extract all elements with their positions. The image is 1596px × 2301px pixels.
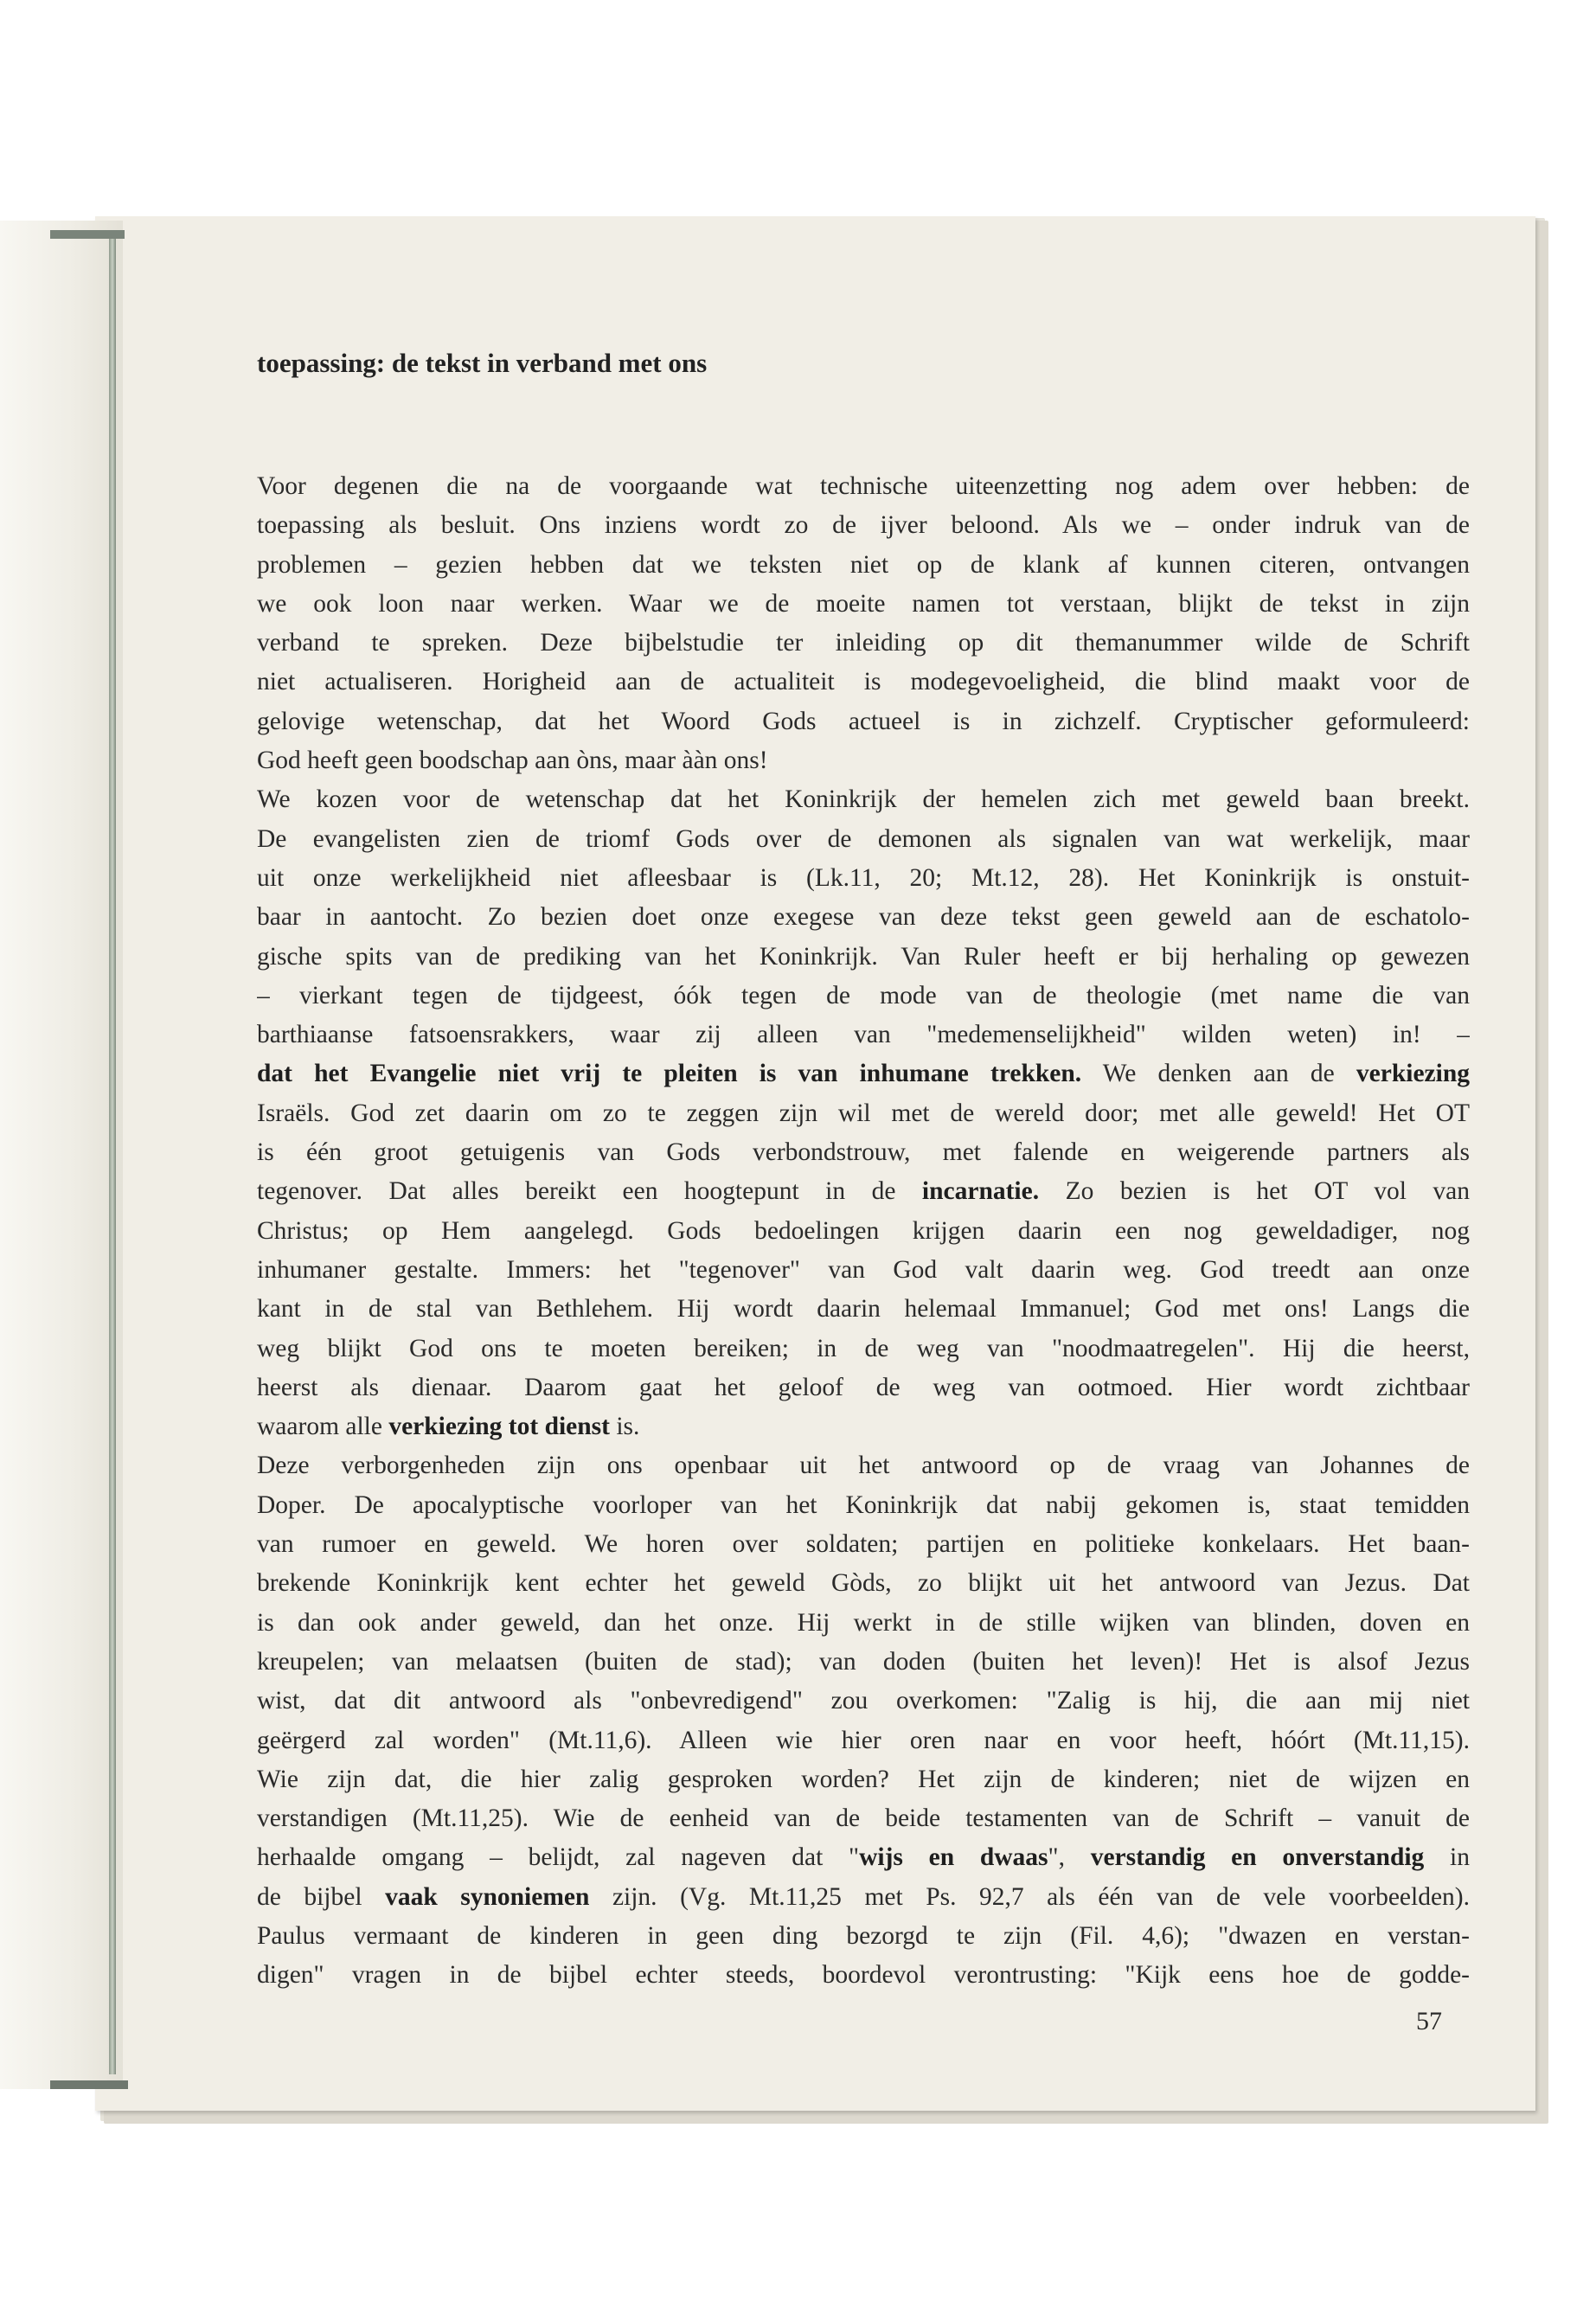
text-line bbox=[257, 1054, 1470, 1093]
text-run: Voor degenen die na de voorgaande wat technische uiteenzetting nog adem over hebben: de bbox=[257, 472, 1470, 500]
text-run: barthiaanse fatsoensrakkers, waar zij alleen van "medemenselijkheid" wilden weten) in! – bbox=[257, 1021, 1470, 1049]
text-run: brekende Koninkrijk kent echter het geweld Gòds, zo blijkt uit het antwoord van Jezus. Dat bbox=[257, 1569, 1470, 1598]
text-run: geërgerd zal worden" (Mt.11,6). Alleen wie hier oren naar en voor heeft, hóórt (Mt.11,15). bbox=[257, 1726, 1470, 1754]
text-line bbox=[257, 1486, 1470, 1525]
body-text bbox=[257, 467, 1470, 1996]
text-line bbox=[257, 663, 1470, 702]
text-run: Christus; op Hem aangelegd. Gods bedoelingen krijgen daarin een nog geweldadiger, nog bbox=[257, 1216, 1470, 1245]
text-run: Deze verborgenheden zijn ons openbaar uit het antwoord op de vraag van Johannes de bbox=[257, 1452, 1470, 1480]
text-run: baar in aantocht. Zo bezien doet onze exegese van deze tekst geen geweld aan de eschatolo- bbox=[257, 903, 1470, 932]
text-run: – vierkant tegen de tijdgeest, óók tegen de mode van de theologie (met name die van bbox=[257, 981, 1470, 1009]
text-run: heerst als dienaar. Daarom gaat het geloof de weg van ootmoed. Hier wordt zichtbaar bbox=[257, 1373, 1470, 1401]
text-run: toepassing als besluit. Ons inziens wordt zo de ijver beloond. Als we – onder indruk van de bbox=[257, 511, 1470, 540]
text-run: we ook loon naar werken. Waar we de moeite namen tot verstaan, blijkt de tekst in zijn bbox=[257, 589, 1470, 618]
text-run: niet actualiseren. Horigheid aan de actualiteit is modegevoeligheid, die blind maakt voor de bbox=[257, 668, 1470, 696]
text-line bbox=[257, 546, 1470, 585]
text-run: We kozen voor de wetenschap dat het Koninkrijk der hemelen zich met geweld baan breekt. bbox=[257, 785, 1470, 814]
text-line bbox=[257, 1525, 1470, 1564]
text-line bbox=[257, 898, 1470, 937]
bold-text-run: verkiezing tot dienst bbox=[388, 1413, 610, 1441]
text-line bbox=[257, 585, 1470, 624]
text-line bbox=[257, 1604, 1470, 1643]
bold-text-run: vaak synoniemen bbox=[385, 1882, 590, 1911]
text-line bbox=[257, 1799, 1470, 1838]
text-line bbox=[257, 1133, 1470, 1172]
text-line bbox=[257, 1446, 1470, 1485]
text-run: inhumaner gestalte. Immers: het "tegenover" van God valt daarin weg. God treedt aan onze bbox=[257, 1255, 1470, 1284]
page-number: 57 bbox=[1416, 2007, 1442, 2035]
text-run: is één groot getuigenis van Gods verbondstrouw, met falende en weigerende partners als bbox=[257, 1138, 1470, 1167]
text-run: herhaalde omgang – belijdt, zal nageven dat " bbox=[257, 1843, 860, 1872]
text-line bbox=[257, 1212, 1470, 1251]
bold-text-run: incarnatie. bbox=[921, 1177, 1040, 1206]
spine-binding bbox=[109, 232, 116, 2074]
spine-cap-bottom bbox=[50, 2080, 128, 2089]
text-run: Israëls. God zet daarin om zo te zeggen zijn wil met de wereld door; met alle geweld! Het OT bbox=[257, 1099, 1470, 1127]
text-line bbox=[257, 1251, 1470, 1290]
text-run: kreupelen; van melaatsen (buiten de stad); van doden (buiten het leven)! Het is alsof Jezus bbox=[257, 1647, 1470, 1676]
text-run: gelovige wetenschap, dat het Woord Gods actueel is in zichzelf. Cryptischer geformuleerd: bbox=[257, 707, 1470, 735]
text-line bbox=[257, 1956, 1470, 1995]
text-run: Doper. De apocalyptische voorloper van het Koninkrijk dat nabij gekomen is, staat temidden bbox=[257, 1490, 1470, 1519]
text-line bbox=[257, 1407, 1470, 1446]
text-line bbox=[257, 1564, 1470, 1603]
text-run: We denken aan de bbox=[1081, 1060, 1356, 1088]
text-line bbox=[257, 1917, 1470, 1956]
text-run: verstandigen (Mt.11,25). Wie de eenheid van de beide testamenten van de Schrift – vanuit de bbox=[257, 1804, 1470, 1833]
book-spine bbox=[0, 221, 123, 2089]
text-line bbox=[257, 780, 1470, 819]
text-run: Zo bezien is het OT vol van bbox=[1039, 1177, 1470, 1206]
text-line bbox=[257, 1878, 1470, 1917]
text-run: weg blijkt God ons te moeten bereiken; in de weg van "noodmaatregelen". Hij die heerst, bbox=[257, 1334, 1470, 1362]
text-line bbox=[257, 1368, 1470, 1407]
text-run: de bijbel bbox=[257, 1882, 386, 1911]
text-line bbox=[257, 624, 1470, 663]
text-run: problemen – gezien hebben dat we teksten niet op de klank af kunnen citeren, ontvangen bbox=[257, 550, 1470, 579]
text-line bbox=[257, 1643, 1470, 1682]
spine-cap-top bbox=[50, 230, 125, 239]
text-line bbox=[257, 702, 1470, 741]
text-line bbox=[257, 741, 1470, 780]
text-run: van rumoer en geweld. We horen over soldaten; partijen en politieke konkelaars. Het baan- bbox=[257, 1530, 1470, 1559]
text-run: De evangelisten zien de triomf Gods over de demonen als signalen van wat werkelijk, maar bbox=[257, 824, 1470, 853]
text-run: zijn. (Vg. Mt.11,25 met Ps. 92,7 als één van de vele voorbeelden). bbox=[589, 1882, 1470, 1911]
text-line bbox=[257, 1838, 1470, 1877]
bold-text-run: verkiezing bbox=[1356, 1060, 1470, 1088]
text-run: is dan ook ander geweld, dan het onze. Hij werkt in de stille wijken van blinden, doven en bbox=[257, 1608, 1470, 1637]
text-line bbox=[257, 506, 1470, 545]
text-run: waarom alle bbox=[257, 1413, 389, 1441]
text-run: ", bbox=[1048, 1843, 1091, 1872]
text-line bbox=[257, 1330, 1470, 1368]
text-line bbox=[257, 1016, 1470, 1054]
bold-text-run: verstandig en onverstandig bbox=[1090, 1843, 1425, 1872]
text-line bbox=[257, 1290, 1470, 1329]
bold-text-run: wijs en dwaas bbox=[859, 1843, 1048, 1872]
text-line bbox=[257, 1760, 1470, 1799]
text-run: wist, dat dit antwoord als "onbevredigend" zou overkomen: "Zalig is hij, die aan mij niet bbox=[257, 1687, 1470, 1715]
text-line bbox=[257, 1682, 1470, 1721]
text-run: God heeft geen boodschap aan òns, maar ààn ons! bbox=[257, 747, 768, 775]
text-line bbox=[257, 1172, 1470, 1211]
text-run: is. bbox=[609, 1413, 640, 1441]
text-line bbox=[257, 1094, 1470, 1133]
text-run: kant in de stal van Bethlehem. Hij wordt daarin helemaal Immanuel; God met ons! Langs die bbox=[257, 1295, 1470, 1324]
text-run: Wie zijn dat, die hier zalig gesproken worden? Het zijn de kinderen; niet de wijzen en bbox=[257, 1765, 1470, 1793]
text-run: in bbox=[1424, 1843, 1470, 1872]
text-line bbox=[257, 1721, 1470, 1760]
text-run: Paulus vermaant de kinderen in geen ding bezorgd te zijn (Fil. 4,6); "dwazen en verstan- bbox=[257, 1921, 1470, 1950]
text-line bbox=[257, 467, 1470, 506]
text-line bbox=[257, 820, 1470, 859]
section-heading: toepassing: de tekst in verband met ons bbox=[257, 348, 708, 378]
text-run: gische spits van de prediking van het Koninkrijk. Van Ruler heeft er bij herhaling op gewezen bbox=[257, 942, 1470, 971]
text-line bbox=[257, 977, 1470, 1016]
text-run: uit onze werkelijkheid niet afleesbaar is (Lk.11, 20; Mt.12, 28). Het Koninkrijk is onstuit- bbox=[257, 863, 1470, 892]
bold-text-run: dat het Evangelie niet vrij te pleiten is van inhumane trekken. bbox=[257, 1060, 1082, 1088]
text-line bbox=[257, 859, 1470, 898]
text-line bbox=[257, 938, 1470, 977]
text-run: tegenover. Dat alles bereikt een hoogtepunt in de bbox=[257, 1177, 922, 1206]
text-run: verband te spreken. Deze bijbelstudie ter inleiding op dit themanummer wilde de Schrift bbox=[257, 629, 1470, 657]
text-run: digen" vragen in de bijbel echter steeds, boordevol verontrusting: "Kijk eens hoe de godde- bbox=[257, 1961, 1470, 1990]
